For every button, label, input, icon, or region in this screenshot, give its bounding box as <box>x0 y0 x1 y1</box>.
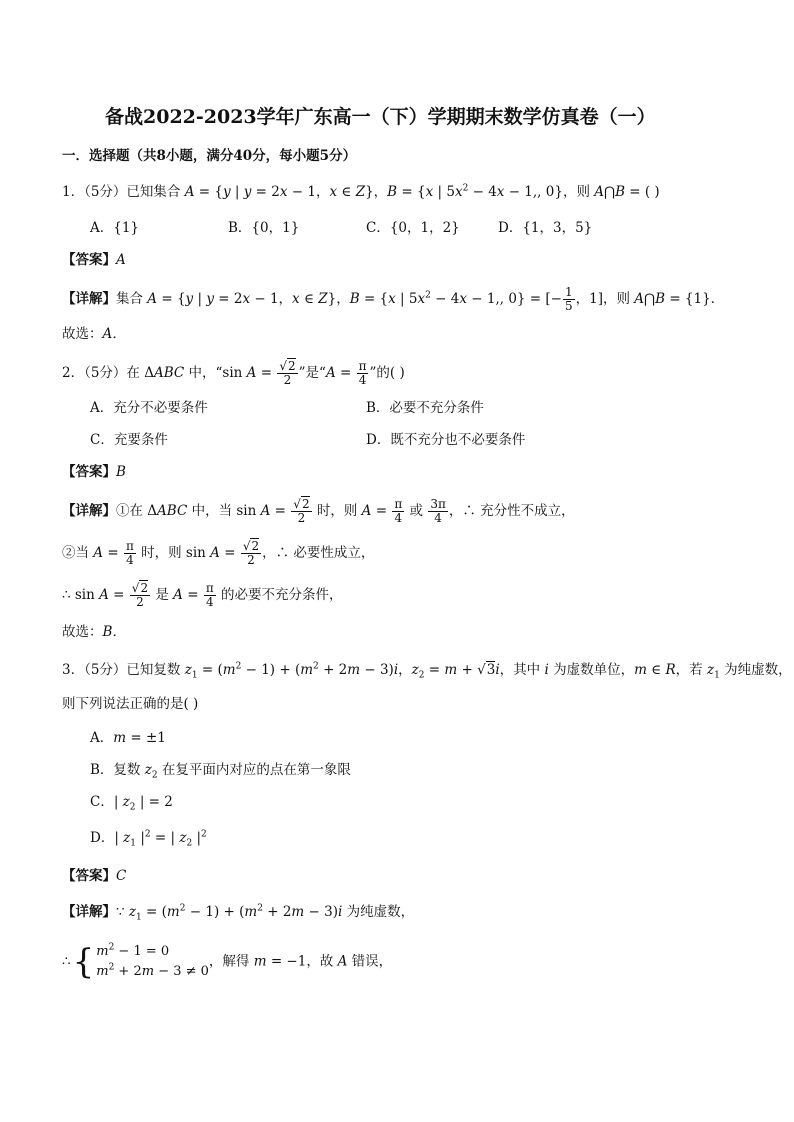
question-2-answer <box>62 462 126 482</box>
question-2-choice <box>62 622 126 642</box>
question-2-math: ΔABC 中，“sin A = $\frac{√2}{2}$ ”是“A = $\frac{\pi}{4}$ ”的( ) <box>144 359 405 387</box>
choose-label: 故选： <box>62 624 103 640</box>
answer-label: 【答案】 <box>62 464 116 480</box>
question-3-option-b: B．复数 $z_2$ 在复平面内对应的点在第一象限 <box>90 762 351 781</box>
detail-label: 【详解】 <box>62 904 116 920</box>
question-3-option-d: D．| $z_1$ $|^2$ = | $z_2$ $|^2$ <box>90 829 207 849</box>
question-2-stem <box>62 360 405 387</box>
answer-label: 【答案】 <box>62 252 116 268</box>
question-3-number: 3．（5分）已知复数 <box>62 662 181 678</box>
detail-label: 【详解】 <box>62 503 116 519</box>
question-3-detail-1 <box>62 902 414 922</box>
question-2-detail-2: ②当 A = $\frac{\pi}{4}$ 时，则 sin A = $\frac{√2}{2}$ ，∴ 必要性成立， <box>62 539 375 567</box>
answer-value: B <box>116 464 126 480</box>
section-heading: 一．选择题（共8小题，满分40分，每小题5分） <box>62 148 357 164</box>
answer-value: C <box>116 868 127 884</box>
question-1-answer <box>62 250 126 270</box>
question-1-choice <box>62 324 126 344</box>
detail-math: 集合 A = {y | y = 2x − 1，x ∈ Z}，B = {x | $5x^2 - 4x - 1$,, 0} = [− $\frac{1}{5}$ ，1]，则 A⋂B = {1}． <box>116 285 725 313</box>
question-1-option-b: B．{0，1} <box>228 220 300 236</box>
question-2-detail-1 <box>62 498 575 525</box>
question-3-detail-2: ∴{ $m^2 - 1 = 0$ $m^2 + 2m - 3 \ne 0$，解得 m = −1，故 A 错误， <box>62 942 393 982</box>
detail-math: ①在 ΔABC 中，当 sin A = $\frac{√2}{2}$ 时，则 A = $\frac{\pi}{4}$ 或 $\frac{3\pi}{4}$ ，∴ 充分性不成立， <box>116 497 575 525</box>
question-3-option-a: A．m = ±1 <box>90 730 166 746</box>
brace-symbol: { <box>72 942 95 982</box>
question-3-stem-line2: 则下列说法正确的是( ) <box>62 696 199 712</box>
question-1-number: 1．（5分）已知集合 <box>62 184 181 200</box>
question-1-detail <box>62 286 724 313</box>
choose-value: B． <box>102 624 126 640</box>
question-1-option-c: C．{0，1，2} <box>366 220 460 236</box>
detail-label: 【详解】 <box>62 291 116 307</box>
question-3-answer <box>62 866 126 886</box>
question-2-option-a: A．充分不必要条件 <box>90 400 208 416</box>
equation-system: $m^2 - 1 = 0$ $m^2 + 2m - 3 \ne 0$ <box>96 942 209 979</box>
question-2-detail-3: ∴ sin A = $\frac{√2}{2}$ 是 A = $\frac{\pi}{4}$ 的必要不充分条件， <box>62 581 343 609</box>
detail-math: ∵ $z_1 = (m^2 - 1) + (m^2 + 2m - 3)i$ 为纯虚数， <box>116 903 415 923</box>
question-1-option-a: A．{1} <box>90 220 140 236</box>
question-1-math: A = {y | y = 2x − 1，x ∈ Z}，B = {x | $5x^2 - 4x - 1$,, 0}，则 A⋂B = ( ) <box>184 183 660 200</box>
question-2-option-d: D．既不充分也不必要条件 <box>366 432 526 448</box>
answer-value: A <box>116 252 126 268</box>
page-title: 备战2022-2023学年广东高一（下）学期期末数学仿真卷（一） <box>105 106 656 128</box>
question-2-option-b: B．必要不充分条件 <box>366 400 484 416</box>
question-1-stem <box>62 182 660 202</box>
question-3-math: $z_1 = (m^2 - 1) + (m^2 + 2m - 3)i$，$z_2 = m + √3i$，其中 i 为虚数单位，m ∈ R，若 $z_1$ 为纯虚数， <box>184 661 792 681</box>
question-3-stem <box>62 660 792 680</box>
question-2-option-c: C．充要条件 <box>90 432 168 448</box>
choose-label: 故选： <box>62 326 103 342</box>
question-2-number: 2．（5分）在 <box>62 365 140 381</box>
question-3-option-c: C．| $z_2$ | = 2 <box>90 794 173 813</box>
answer-label: 【答案】 <box>62 868 116 884</box>
choose-value: A． <box>102 326 126 342</box>
question-1-option-d: D．{1，3，5} <box>498 220 593 236</box>
